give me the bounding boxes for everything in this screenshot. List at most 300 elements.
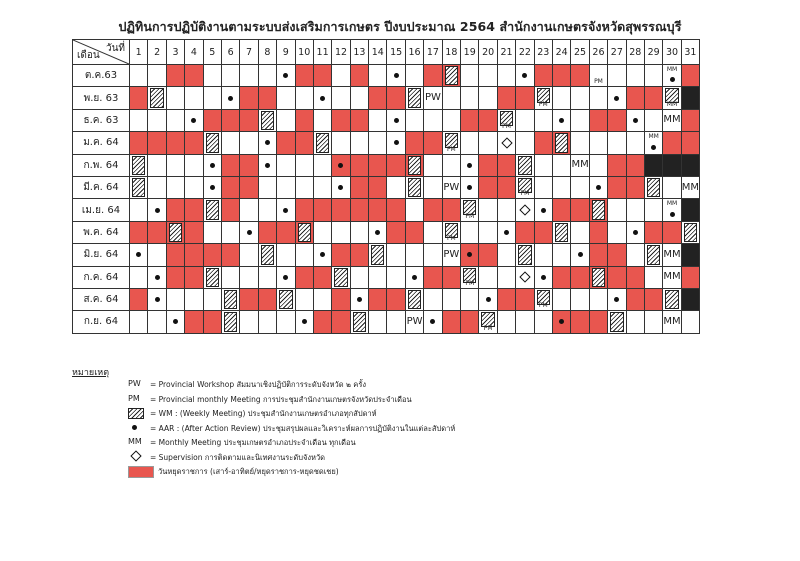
day-cell-holiday [681, 65, 699, 87]
aar-dot-icon [394, 140, 399, 145]
weekly-meeting-hatch-icon [665, 290, 678, 309]
day-cell-holiday [332, 311, 350, 333]
day-cell [387, 132, 405, 154]
day-cell [166, 288, 184, 310]
day-cell-holiday [571, 65, 589, 87]
aar-dot-icon [136, 252, 141, 257]
aar-dot-icon [320, 252, 325, 257]
month-row [73, 65, 700, 87]
day-cell [608, 311, 626, 333]
month-row [73, 221, 700, 243]
month-label: ม.ค. 64 [73, 132, 130, 154]
day-cell-holiday [626, 288, 644, 310]
day-cell [313, 154, 331, 176]
day-cell-holiday [350, 244, 368, 266]
day-cell [350, 132, 368, 154]
day-cell [589, 154, 607, 176]
day-cell [424, 87, 442, 109]
day-cell [148, 176, 166, 198]
day-cell-holiday [626, 176, 644, 198]
day-cell [461, 176, 479, 198]
day-header: 20 [479, 40, 497, 65]
day-cell [313, 87, 331, 109]
day-cell [258, 244, 276, 266]
day-cell [130, 65, 148, 87]
day-cell-holiday [332, 109, 350, 131]
day-cell-holiday [203, 311, 221, 333]
day-cell-holiday [552, 266, 570, 288]
day-cell-holiday [497, 154, 515, 176]
weekly-meeting-hatch-icon [647, 178, 660, 197]
day-cell [571, 87, 589, 109]
pw-label: PW [443, 248, 460, 260]
day-cell [277, 199, 295, 221]
day-cell [663, 244, 681, 266]
day-cell [332, 221, 350, 243]
aar-dot-icon [614, 96, 619, 101]
day-header: 30 [663, 40, 681, 65]
day-header: 24 [552, 40, 570, 65]
day-cell [313, 244, 331, 266]
weekly-meeting-hatch-icon [150, 88, 163, 107]
legend-item [128, 394, 412, 406]
aar-dot-icon [283, 73, 288, 78]
day-cell-holiday [295, 132, 313, 154]
aar-dot-icon [541, 275, 546, 280]
day-cell [148, 87, 166, 109]
day-cell-holiday [608, 266, 626, 288]
aar-dot-icon [559, 319, 564, 324]
day-cell [295, 176, 313, 198]
aar-dot-icon [394, 118, 399, 123]
day-cell-holiday [424, 65, 442, 87]
day-cell [479, 266, 497, 288]
weekly-meeting-hatch-icon [518, 156, 531, 175]
day-cell-holiday [461, 244, 479, 266]
day-cell [203, 65, 221, 87]
day-cell [663, 199, 681, 221]
month-row [73, 132, 700, 154]
day-cell-holiday [369, 288, 387, 310]
day-cell [626, 199, 644, 221]
day-cell [166, 154, 184, 176]
day-cell-holiday [479, 244, 497, 266]
day-cell [258, 154, 276, 176]
day-header: 10 [295, 40, 313, 65]
month-row [73, 154, 700, 176]
pm-label: PM [483, 324, 493, 332]
day-cell [166, 87, 184, 109]
legend-item [128, 452, 325, 464]
day-cell-holiday [424, 266, 442, 288]
day-cell-holiday [350, 65, 368, 87]
day-cell-holiday [185, 266, 203, 288]
legend-item [128, 466, 339, 478]
day-cell [405, 176, 423, 198]
day-header: 25 [571, 40, 589, 65]
day-cell-holiday [442, 199, 460, 221]
day-cell-holiday [185, 311, 203, 333]
day-cell-holiday [332, 154, 350, 176]
day-cell-holiday [589, 109, 607, 131]
day-cell [497, 132, 515, 154]
day-cell [424, 288, 442, 310]
month-axis-label: เดือน [77, 50, 100, 61]
day-cell [424, 221, 442, 243]
day-cell-holiday [221, 154, 239, 176]
day-cell [130, 311, 148, 333]
day-cell [442, 87, 460, 109]
day-cell [424, 154, 442, 176]
day-cell [681, 221, 699, 243]
day-cell [663, 109, 681, 131]
day-cell [608, 288, 626, 310]
aar-dot-icon [338, 163, 343, 168]
aar-dot-icon [283, 208, 288, 213]
day-header: 4 [185, 40, 203, 65]
day-cell [405, 244, 423, 266]
day-cell-unavailable [644, 154, 662, 176]
day-cell [405, 288, 423, 310]
day-cell [552, 154, 570, 176]
day-cell-unavailable [681, 288, 699, 310]
day-cell [369, 244, 387, 266]
day-header: 26 [589, 40, 607, 65]
weekly-meeting-hatch-icon [224, 312, 237, 331]
day-header: 17 [424, 40, 442, 65]
day-cell [203, 154, 221, 176]
weekly-meeting-hatch-icon [408, 88, 421, 107]
day-cell-holiday [552, 132, 570, 154]
day-cell [350, 266, 368, 288]
day-cell [571, 176, 589, 198]
day-cell [663, 65, 681, 87]
weekly-meeting-hatch-icon [132, 178, 145, 197]
month-row [73, 288, 700, 310]
mm-label: MM [681, 181, 700, 193]
day-cell-holiday [663, 132, 681, 154]
day-cell-holiday [148, 132, 166, 154]
day-cell [240, 244, 258, 266]
day-cell [240, 199, 258, 221]
day-cell [166, 311, 184, 333]
day-cell [185, 288, 203, 310]
mm-label: MM [663, 315, 681, 327]
day-cell [516, 199, 534, 221]
day-cell-holiday [681, 132, 699, 154]
day-cell [461, 221, 479, 243]
day-cell [387, 109, 405, 131]
day-cell [663, 288, 681, 310]
day-cell [461, 65, 479, 87]
day-cell [258, 199, 276, 221]
pm-label: PM [446, 235, 456, 243]
day-cell [424, 109, 442, 131]
day-cell [497, 109, 515, 131]
day-cell-holiday [221, 109, 239, 131]
aar-dot-icon [320, 96, 325, 101]
day-header: 12 [332, 40, 350, 65]
day-cell [166, 109, 184, 131]
month-label: ก.พ. 64 [73, 154, 130, 176]
weekly-meeting-hatch-icon [279, 290, 292, 309]
day-cell [461, 87, 479, 109]
day-cell [240, 65, 258, 87]
day-header: 14 [369, 40, 387, 65]
day-cell [534, 311, 552, 333]
aar-dot-icon [467, 252, 472, 257]
aar-dot-icon [504, 230, 509, 235]
day-cell [405, 266, 423, 288]
day-cell [644, 199, 662, 221]
day-header: 18 [442, 40, 460, 65]
weekly-meeting-hatch-icon [132, 156, 145, 175]
day-cell [516, 154, 534, 176]
holiday-swatch [128, 466, 154, 478]
day-header: 13 [350, 40, 368, 65]
month-label: ส.ค. 64 [73, 288, 130, 310]
day-cell [258, 65, 276, 87]
day-cell-holiday [497, 288, 515, 310]
day-cell [313, 176, 331, 198]
day-cell [681, 311, 699, 333]
day-cell [166, 176, 184, 198]
day-cell-holiday [130, 221, 148, 243]
day-cell [332, 132, 350, 154]
day-cell [497, 199, 515, 221]
day-cell-holiday [350, 176, 368, 198]
day-cell [644, 132, 662, 154]
day-header: 22 [516, 40, 534, 65]
day-cell-holiday [644, 221, 662, 243]
aar-dot-icon [541, 208, 546, 213]
day-cell-holiday [571, 266, 589, 288]
day-cell-holiday [387, 199, 405, 221]
day-cell [571, 109, 589, 131]
day-cell-holiday [350, 154, 368, 176]
weekly-meeting-hatch-icon [206, 133, 219, 152]
day-cell-holiday [461, 311, 479, 333]
month-row [73, 109, 700, 131]
page-title: ปฏิทินการปฏิบัติงานตามระบบส่งเสริมการเกษตร ปีงบประมาณ 2564 สำนักงานเกษตรจังหวัดสุพรรณบุรี [118, 19, 682, 34]
day-header: 2 [148, 40, 166, 65]
day-cell [589, 65, 607, 87]
aar-dot-icon [228, 96, 233, 101]
month-label: พ.ค. 64 [73, 221, 130, 243]
day-cell [405, 311, 423, 333]
header-row [73, 40, 700, 65]
weekly-meeting-hatch-icon [518, 245, 531, 264]
day-cell [589, 288, 607, 310]
mm-label: MM [663, 271, 681, 283]
day-cell-holiday [332, 199, 350, 221]
day-cell [148, 266, 166, 288]
day-cell [479, 221, 497, 243]
pm-label: PM [520, 190, 530, 198]
day-cell-holiday [626, 87, 644, 109]
day-cell [534, 154, 552, 176]
aar-dot-icon [670, 212, 675, 217]
day-cell [369, 109, 387, 131]
aar-dot-icon [357, 297, 362, 302]
day-cell [369, 65, 387, 87]
day-cell [369, 221, 387, 243]
day-cell [424, 311, 442, 333]
aar-dot-icon [375, 230, 380, 235]
pm-label: PM [465, 212, 475, 220]
day-header: 5 [203, 40, 221, 65]
legend-key [128, 408, 150, 420]
day-cell [203, 87, 221, 109]
day-cell-holiday [185, 132, 203, 154]
day-cell [350, 288, 368, 310]
day-cell [461, 132, 479, 154]
day-cell [442, 221, 460, 243]
day-cell [387, 176, 405, 198]
pm-label: PM [594, 78, 603, 86]
day-cell [442, 288, 460, 310]
aar-dot-icon [132, 425, 137, 430]
day-cell [497, 311, 515, 333]
day-cell-holiday [589, 244, 607, 266]
aar-dot-icon [430, 319, 435, 324]
aar-dot-icon [651, 145, 656, 150]
day-cell-holiday [681, 109, 699, 131]
day-cell-holiday [608, 154, 626, 176]
day-cell-holiday [277, 132, 295, 154]
day-cell-holiday [313, 65, 331, 87]
month-label: มิ.ย. 64 [73, 244, 130, 266]
day-cell-holiday [497, 87, 515, 109]
day-cell-holiday [589, 221, 607, 243]
day-cell-holiday [534, 65, 552, 87]
day-cell [185, 87, 203, 109]
day-cell [626, 221, 644, 243]
pm-label: PM [465, 279, 475, 287]
day-cell-holiday [497, 176, 515, 198]
day-cell [221, 266, 239, 288]
day-cell-holiday [295, 199, 313, 221]
aar-dot-icon [486, 297, 491, 302]
day-cell [387, 244, 405, 266]
day-cell [130, 244, 148, 266]
month-label: ก.ค. 64 [73, 266, 130, 288]
aar-dot-icon [283, 275, 288, 280]
day-cell [644, 109, 662, 131]
day-cell [203, 221, 221, 243]
mm-label: MM [571, 159, 589, 171]
legend-text: = Monthly Meeting ประชุมเกษตรอำเภอประจำเดือน ทุกเดือน [150, 438, 356, 447]
legend-item [128, 423, 455, 435]
month-label: ธ.ค. 63 [73, 109, 130, 131]
pw-label: PW [406, 315, 423, 327]
day-cell-holiday [405, 221, 423, 243]
day-cell [534, 109, 552, 131]
day-cell [277, 244, 295, 266]
day-cell-holiday [571, 311, 589, 333]
legend-key: PM [128, 393, 140, 403]
day-cell [130, 176, 148, 198]
day-cell [148, 109, 166, 131]
day-header: 28 [626, 40, 644, 65]
day-cell [589, 87, 607, 109]
day-header: 23 [534, 40, 552, 65]
weekly-meeting-hatch-icon [298, 223, 311, 242]
day-cell [203, 266, 221, 288]
day-cell-holiday [313, 311, 331, 333]
day-cell-holiday [258, 221, 276, 243]
day-cell [313, 109, 331, 131]
day-cell [442, 176, 460, 198]
day-cell [258, 311, 276, 333]
day-cell-holiday [130, 87, 148, 109]
day-cell-holiday [240, 154, 258, 176]
day-cell-holiday [221, 176, 239, 198]
day-cell [626, 244, 644, 266]
day-cell [442, 154, 460, 176]
day-cell [424, 244, 442, 266]
pm-label: PM [538, 302, 548, 310]
legend-key: PW [128, 379, 141, 388]
day-cell-holiday [166, 65, 184, 87]
weekly-meeting-hatch-icon [408, 156, 421, 175]
day-cell [130, 266, 148, 288]
day-cell-holiday [608, 176, 626, 198]
day-cell [258, 266, 276, 288]
mm-label: MM [666, 200, 678, 208]
day-cell [442, 109, 460, 131]
day-cell [608, 65, 626, 87]
day-cell [497, 244, 515, 266]
day-cell [516, 244, 534, 266]
day-cell [313, 288, 331, 310]
day-cell-holiday [166, 199, 184, 221]
day-cell [497, 266, 515, 288]
supervision-diamond-icon [501, 137, 512, 148]
day-cell-holiday [589, 311, 607, 333]
day-cell [571, 221, 589, 243]
day-header: 29 [644, 40, 662, 65]
day-cell-holiday [295, 221, 313, 243]
day-cell-holiday [663, 221, 681, 243]
aar-dot-icon [173, 319, 178, 324]
month-row [73, 266, 700, 288]
day-cell-holiday [516, 87, 534, 109]
weekly-meeting-hatch-icon [408, 178, 421, 197]
day-cell [663, 176, 681, 198]
day-cell [185, 109, 203, 131]
legend-key [128, 452, 150, 464]
day-cell-holiday [369, 199, 387, 221]
day-cell [461, 199, 479, 221]
day-cell [221, 132, 239, 154]
day-cell [516, 266, 534, 288]
month-label: พ.ย. 63 [73, 87, 130, 109]
weekly-meeting-hatch-icon [128, 408, 144, 419]
day-cell [148, 154, 166, 176]
aar-dot-icon [412, 275, 417, 280]
aar-dot-icon [265, 163, 270, 168]
day-cell [663, 311, 681, 333]
day-cell [589, 176, 607, 198]
day-cell [461, 288, 479, 310]
day-cell [644, 65, 662, 87]
aar-dot-icon [191, 118, 196, 123]
day-cell-holiday [516, 221, 534, 243]
legend-text: = WM : (Weekly Meeting) ประชุมสำนักงานเกษตรอำเภอทุกสัปดาห์ [150, 409, 377, 418]
supervision-diamond-icon [130, 450, 141, 461]
legend-text: = Supervision การติดตามและนิเทศงานระดับจังหวัด [150, 452, 326, 462]
